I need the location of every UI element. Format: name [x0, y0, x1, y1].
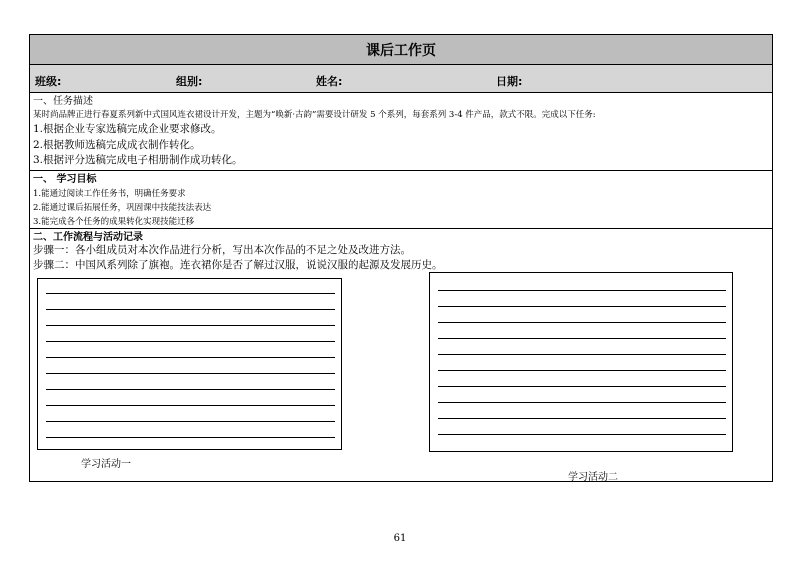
- writing-line: [438, 370, 726, 371]
- writing-line: [46, 341, 335, 342]
- goal-item: 1.能通过阅读工作任务书，明确任务要求: [33, 189, 186, 199]
- worksheet-title: 课后工作页: [30, 35, 772, 65]
- workflow-heading: 二、工作流程与活动记录: [33, 232, 143, 243]
- writing-line: [46, 325, 335, 326]
- activity-1-caption: 学习活动一: [81, 459, 131, 470]
- task-item: 2.根据教师选稿完成成衣制作转化。: [33, 139, 201, 151]
- page-number: 61: [393, 533, 407, 544]
- writing-line: [46, 389, 335, 390]
- workflow-step-2: 步骤二：中国风系列除了旗袍。连衣裙你是否了解过汉服，说说汉服的起源及发展历史。: [33, 259, 443, 271]
- workflow-step-1: 步骤一：各小组成员对本次作品进行分析，写出本次作品的不足之处及改进方法。: [33, 244, 411, 256]
- writing-line: [46, 357, 335, 358]
- workflow-section: [30, 229, 772, 482]
- group-label: 组别:: [176, 75, 203, 88]
- goals-heading: 一、 学习目标: [33, 174, 97, 185]
- writing-line: [438, 306, 726, 307]
- writing-line: [438, 354, 726, 355]
- task-heading: 一、任务描述: [33, 96, 93, 107]
- task-item: 3.根据评分选稿完成电子相册制作成功转化。: [33, 154, 243, 166]
- writing-line: [438, 290, 726, 291]
- task-item: 1.根据企业专家选稿完成企业要求修改。: [33, 123, 222, 135]
- writing-line: [438, 322, 726, 323]
- task-description: 某时尚品牌正进行春夏系列新中式国风连衣裙设计开发，主题为“唤新·古韵”需要设计研发 5 个系列，每套系列 3-4 件产品，款式不限。完成以下任务:: [33, 110, 596, 120]
- name-label: 姓名:: [316, 75, 343, 88]
- activity-2-caption: 学习活动二: [568, 472, 618, 483]
- writing-line: [46, 293, 335, 294]
- worksheet-table: [29, 34, 773, 482]
- writing-line: [46, 437, 335, 438]
- writing-line: [438, 434, 726, 435]
- activity-2-writing-box[interactable]: [429, 272, 733, 452]
- writing-line: [46, 309, 335, 310]
- writing-line: [438, 338, 726, 339]
- writing-line: [46, 405, 335, 406]
- goal-item: 2.能通过课后拓展任务，巩固课中技能技法表达: [33, 203, 212, 213]
- activity-1-writing-box[interactable]: [37, 278, 342, 450]
- writing-line: [46, 373, 335, 374]
- learning-goals-section: [30, 171, 772, 229]
- class-label: 班级:: [35, 75, 62, 88]
- date-label: 日期:: [496, 75, 523, 88]
- writing-line: [438, 402, 726, 403]
- writing-line: [46, 421, 335, 422]
- task-description-section: [30, 93, 772, 171]
- goal-item: 3.能完成各个任务的成果转化实现技能迁移: [33, 217, 195, 227]
- student-info-row: [30, 65, 772, 93]
- writing-line: [438, 418, 726, 419]
- writing-line: [438, 386, 726, 387]
